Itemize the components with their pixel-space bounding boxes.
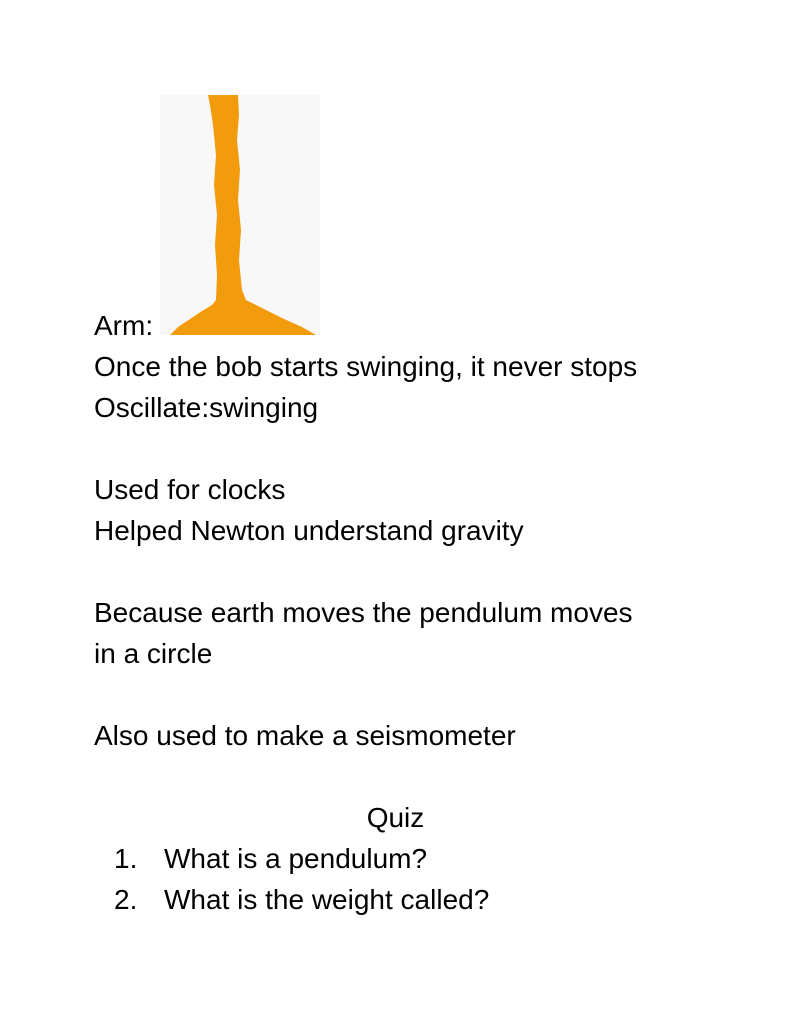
note-line-circle: in a circle: [94, 638, 213, 669]
note-line-seismometer: Also used to make a seismometer: [94, 720, 516, 751]
note-line-bob-swinging: Once the bob starts swinging, it never stops: [94, 351, 638, 382]
note-line-newton: Helped Newton understand gravity: [94, 515, 524, 546]
pendulum-arm-illustration: [160, 95, 320, 335]
quiz-title: Quiz: [366, 802, 425, 833]
note-line-clocks: Used for clocks: [94, 474, 286, 505]
quiz-item-number: 1.: [114, 843, 138, 874]
note-line-oscillate: Oscillate:swinging: [94, 392, 319, 423]
quiz-item-number: 2.: [114, 884, 138, 915]
quiz-item-text: What is a pendulum?: [164, 843, 428, 874]
arm-label: Arm:: [94, 310, 154, 341]
quiz-item: [94, 838, 489, 879]
quiz-list: [94, 838, 489, 920]
quiz-item-text: What is the weight called?: [164, 884, 490, 915]
note-line-earth-moves: Because earth moves the pendulum moves: [94, 597, 633, 628]
quiz-item: [94, 879, 489, 920]
